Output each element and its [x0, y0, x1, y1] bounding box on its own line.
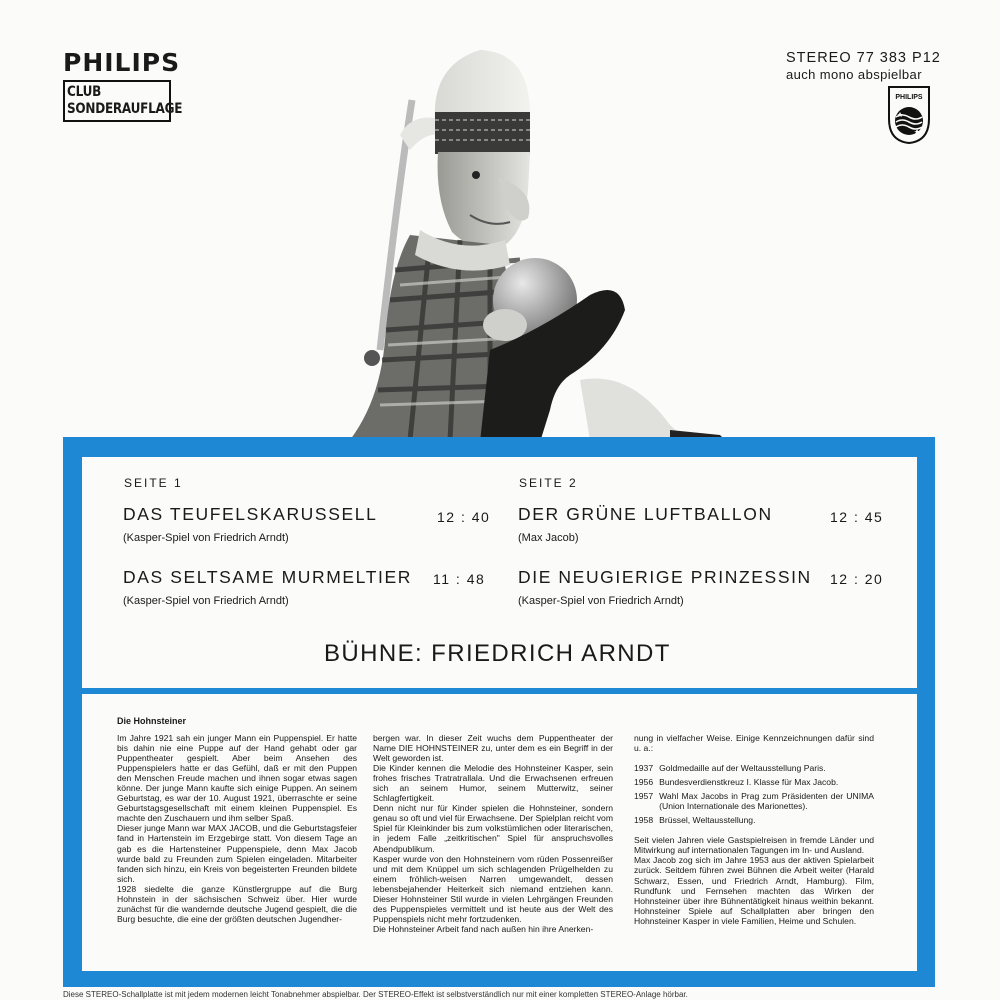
- notes-col3-para-2: Max Jacob zog sich im Jahre 1953 aus der aktiven Spielarbeit zurück. Seitdem führen zwei Bühnen die Arbeit weiter (Harald Schwarz, Essen, und Friedrich Arndt, Hamburg). Film, Rundfunk und Fernsehen machten das Wirken der Hohnsteiner über ihre Bühnentätigkeit hinaus weithin bekannt. Hohnsteiner Spiele auf Schallplatten aber bringen den Hohnsteiner Kasper in viele Familien, Heime und Schulen.: [634, 855, 874, 926]
- club-line-2: SONDERAUFLAGE: [67, 101, 183, 117]
- award-year: 1937: [634, 763, 654, 774]
- emblem-text: PHILIPS: [895, 94, 923, 101]
- notes-col2-para-2: Die Kinder kennen die Melodie des Hohnsteiner Kasper, sein frohes frisches Tratratrallala. Und die Erwachsenen erfreuen sich an seinem Humor, seinem Mutterwitz, seiner Schlagfertigkeit.: [373, 763, 613, 804]
- award-year: 1956: [634, 777, 654, 788]
- philips-club-logo: [63, 48, 183, 122]
- catalog-number: STEREO 77 383 P12: [786, 50, 941, 66]
- award-item: [634, 815, 874, 825]
- notes-column-3: [634, 733, 874, 926]
- notes-col2-para-4: Kasper wurde von den Hohnsteinern vom rüden Possenreißer und mit dem Knüppel um sich schlagenden Prügelhelden zu einem fröhlich-weisen Narren umgewandelt, dessen lebensbejahender Heiterkeit sich niemand entziehen kann. Dieser Hohnsteiner Stil wurde in vielen Lehrgängen Freunden des Puppenspieles vermittelt und ist heute aus der Welt des Puppenspiels nicht mehr fortzudenken.: [373, 853, 613, 924]
- award-text: Wahl Max Jacobs in Prag zum Präsidenten der UNIMA (Union Internationale des Marionettes).: [659, 791, 874, 812]
- side-1-track-1-time: 12 : 40: [437, 509, 491, 525]
- side-1-track-1-credit: (Kasper-Spiel von Friedrich Arndt): [123, 532, 289, 544]
- award-text: Goldmedaille auf der Weltausstellung Paris.: [659, 763, 826, 774]
- award-year: 1957: [634, 791, 654, 802]
- side-1-track-2-time: 11 : 48: [433, 571, 486, 587]
- notes-column-1: [117, 733, 357, 924]
- club-line-1: CLUB: [67, 84, 102, 100]
- side-2-label: SEITE 2: [519, 476, 578, 490]
- side-1-track-2-credit: (Kasper-Spiel von Friedrich Arndt): [123, 595, 289, 607]
- notes-col2-para-1: bergen war. In dieser Zeit wuchs dem Puppentheater der Name DIE HOHNSTEINER zu, unter dem es ein Begriff in der Welt geworden ist.: [373, 733, 613, 764]
- award-item: [634, 777, 874, 787]
- award-text: Brüssel, Weltausstellung.: [659, 815, 756, 826]
- award-text: Bundesverdienstkreuz I. Klasse für Max Jacob.: [659, 777, 839, 788]
- award-year: 1958: [634, 815, 654, 826]
- philips-shield-icon: [886, 85, 932, 145]
- stage-credit: BÜHNE: FRIEDRICH ARNDT: [324, 640, 671, 667]
- side-2-track-1-credit: (Max Jacob): [518, 532, 579, 544]
- notes-col1-para-2: Dieser junge Mann war MAX JACOB, und die Geburtstagsfeier fand in Hartenstein im Erzgebirge statt. Von diesem Tage an gab es die Hartensteiner Puppenspiele, denn Max Jacob wurde bald zu Freunden zum Spielen eingeladen. Mitarbeiter fanden sich hinzu, ein Kreis von begeisterten Freunden bildete sich.: [117, 823, 357, 884]
- side-2-track-2-credit: (Kasper-Spiel von Friedrich Arndt): [518, 595, 684, 607]
- side-1-track-2-title: DAS SELTSAME MURMELTIER: [123, 567, 412, 587]
- side-2-track-1-time: 12 : 45: [830, 509, 884, 525]
- notes-col3-intro: nung in vielfacher Weise. Einige Kennzeichnungen dafür sind u. a.:: [634, 733, 874, 754]
- side-1-track-1-title: DAS TEUFELSKARUSSELL: [123, 504, 378, 524]
- notes-col1-para-3: 1928 siedelte die ganze Künstlergruppe auf die Burg Hohnstein in der sächsischen Schweiz über. Hier wurde zunächst für die wandernde deutsche Jugend gespielt, die die Burg besuchte, die eine der größten deutschen Jugendher-: [117, 883, 357, 924]
- mono-note: auch mono abspielbar: [786, 67, 922, 82]
- side-1-label: SEITE 1: [124, 476, 183, 490]
- notes-col2-para-5: Die Hohnsteiner Arbeit fand nach außen hin ihre Anerken-: [373, 923, 594, 934]
- award-item: [634, 763, 874, 773]
- notes-title: Die Hohnsteiner: [117, 716, 187, 726]
- side-2-track-2-title: DIE NEUGIERIGE PRINZESSIN: [518, 567, 812, 587]
- footer-note: Diese STEREO-Schallplatte ist mit jedem modernen leicht Tonabnehmer abspielbar. Der STEREO-Effekt ist selbstverständlich nur mit einer kompletten STEREO-Anlage hörbar.: [63, 990, 688, 999]
- side-2-track-1-title: DER GRÜNE LUFTBALLON: [518, 504, 773, 524]
- brand-name: PHILIPS: [63, 48, 181, 77]
- notes-column-2: [373, 733, 613, 934]
- kasper-puppet-photo: [340, 40, 730, 442]
- awards-list: [634, 763, 874, 825]
- award-item: [634, 791, 874, 811]
- notes-col1-para-1: Im Jahre 1921 sah ein junger Mann ein Puppenspiel. Er hatte bis dahin nie eine Puppe auf der Hand gehabt oder gar Puppentheater gespielt. Aber beim Ansehen des Puppenspielers hatte er das Gefühl, daß er mit den Puppen den Menschen Freude machen und ihnen sogar etwas sagen könne. Der junge Mann kaufte sich einige Puppen. An seinem Geburtstag, es war der 10. August 1921, überraschte er seine Geburtstagsgesellschaft mit einem kleinen Puppenspiel. Es machte den Zuschauern und ihm selber Spaß.: [117, 733, 357, 824]
- club-edition-box: [63, 80, 183, 122]
- notes-col2-para-3: Denn nicht nur für Kinder spielen die Hohnsteiner, sondern genau so oft und viel für Erwachsene. Der Spielplan reicht vom Spiel für Kleinkinder bis zum volkstümlichen oder literarischen, in jedem Falle „zeitkritischen" Spiel für anspruchsvolles Abendpublikum.: [373, 803, 613, 854]
- notes-col3-para-1: Seit vielen Jahren viele Gastspielreisen in fremde Länder und Mitwirkung auf internationalen Tagungen im In- und Ausland.: [634, 835, 874, 856]
- side-2-track-2-time: 12 : 20: [830, 571, 884, 587]
